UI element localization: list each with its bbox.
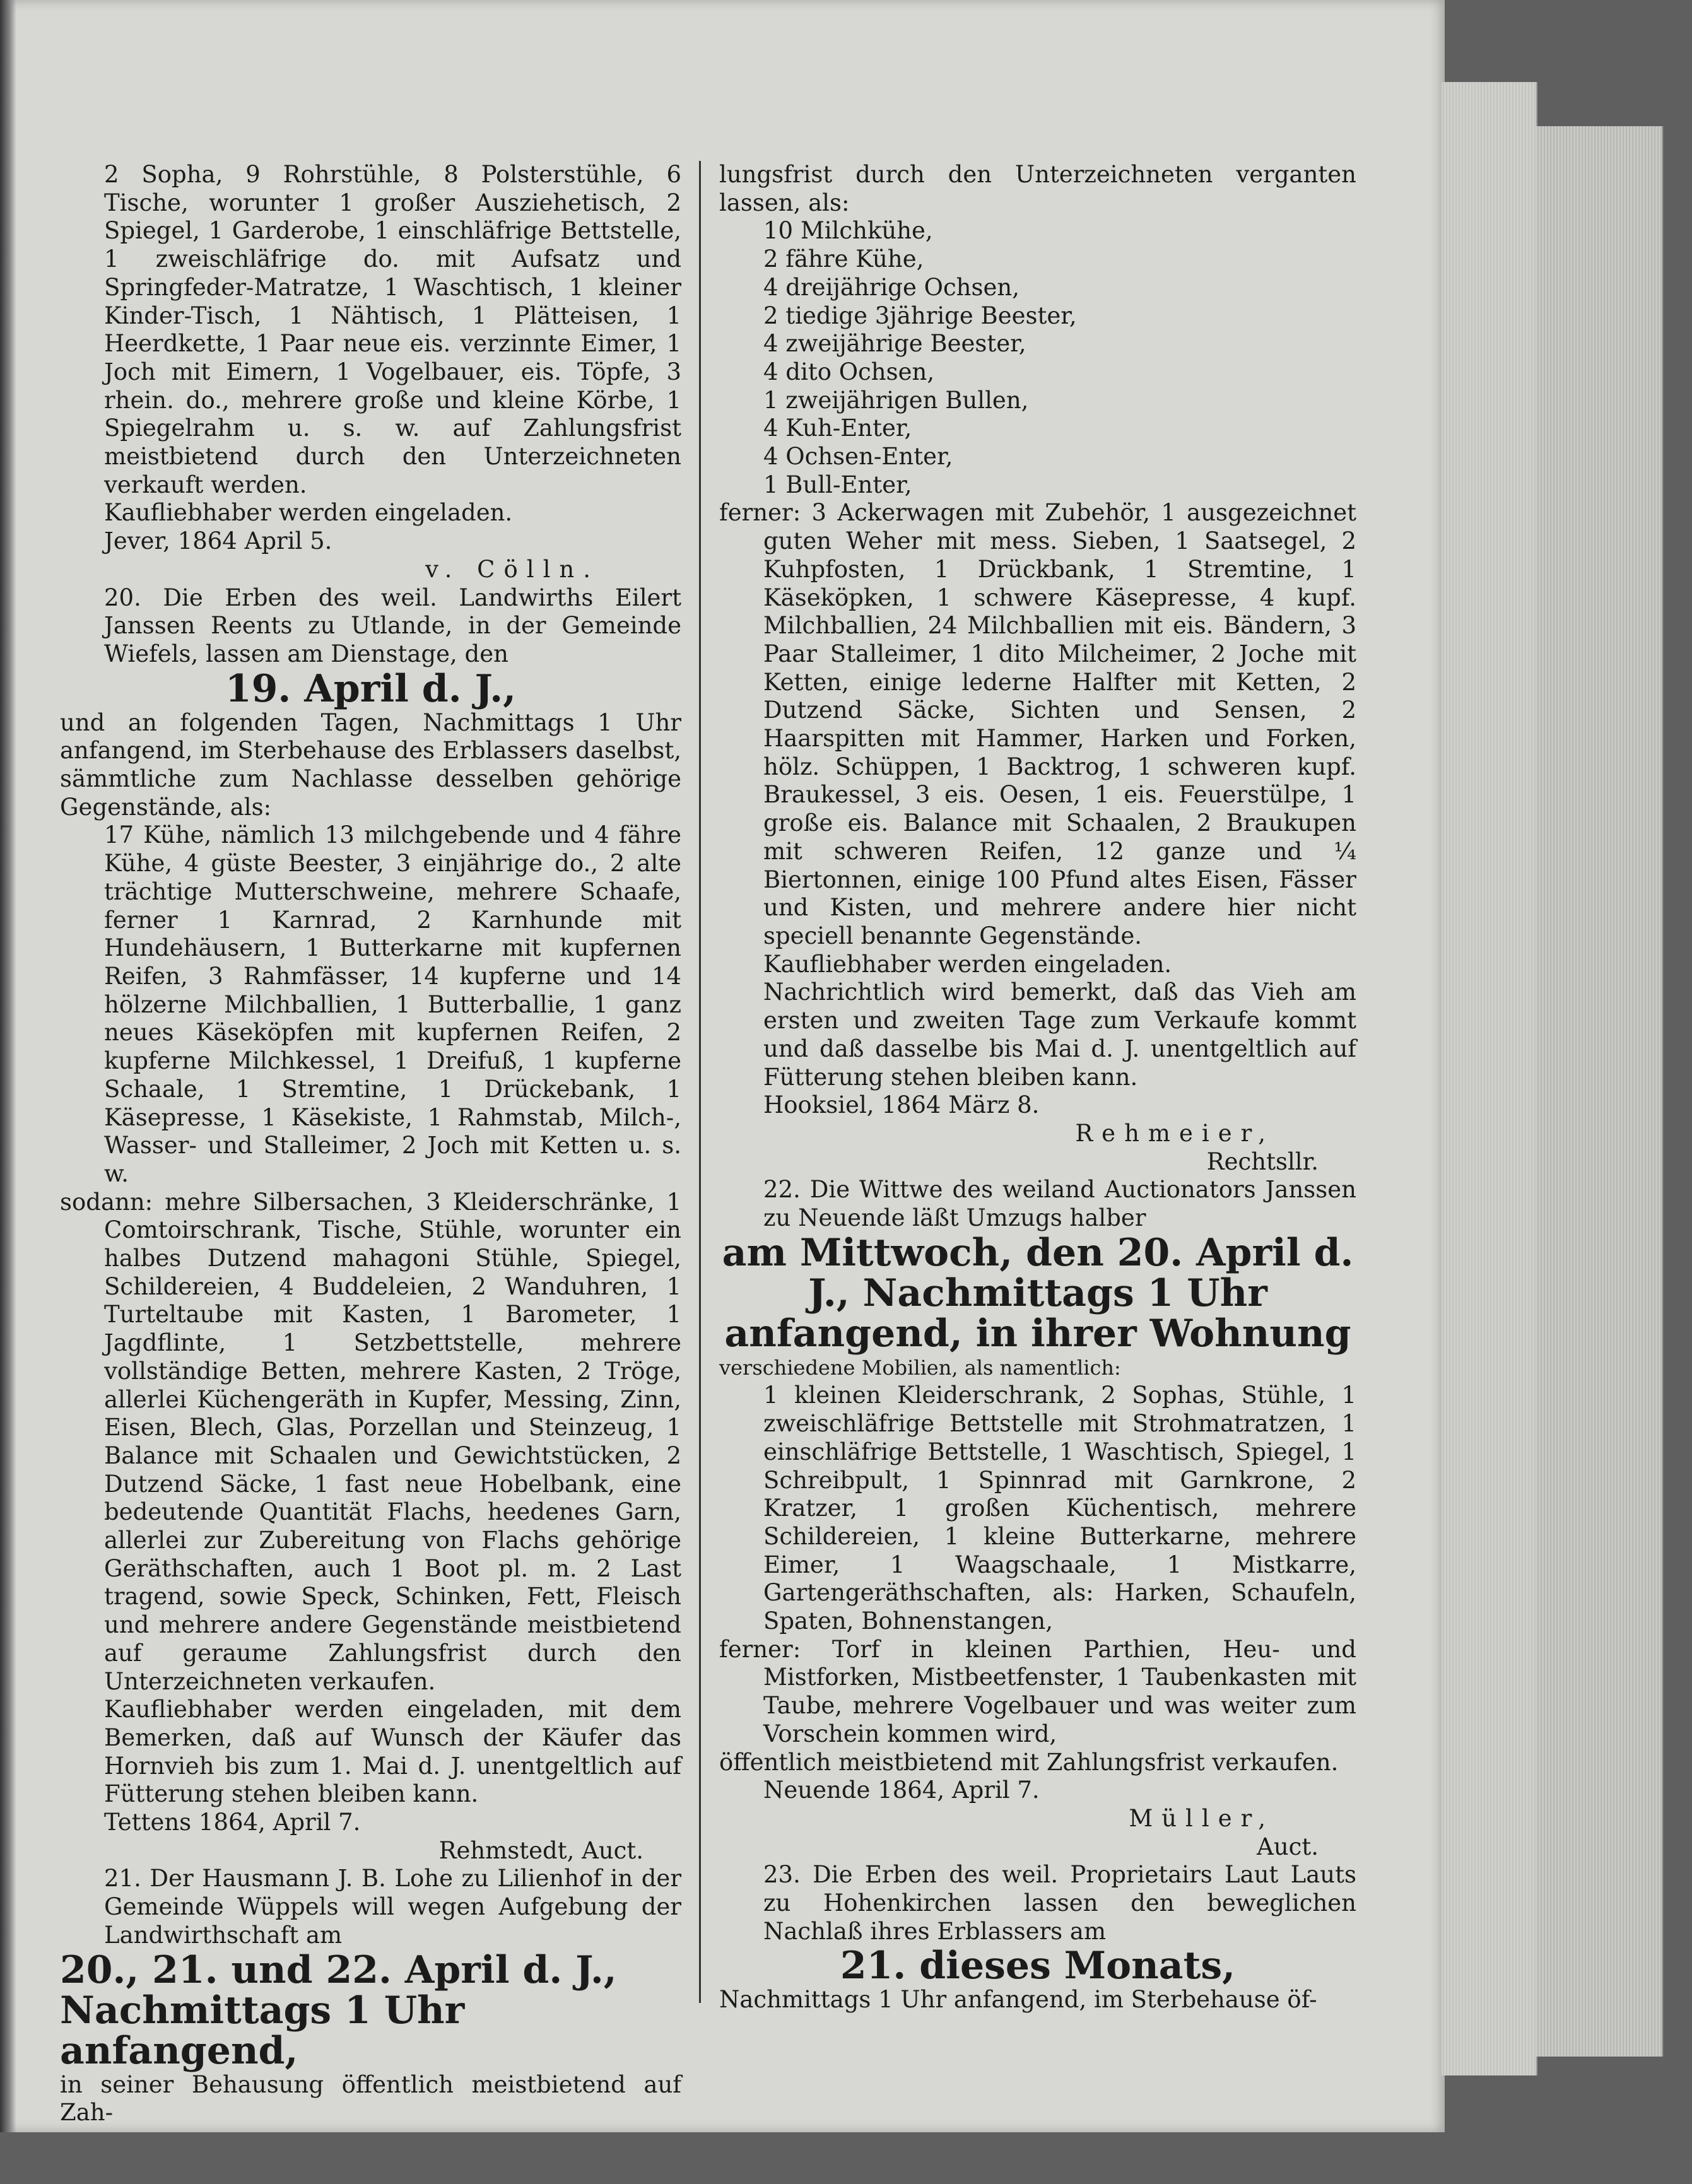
list-item: 1 Bull-Enter, <box>763 471 912 498</box>
invitation-text: Kaufliebhaber werden eingeladen. <box>104 499 513 527</box>
signature: Müller, <box>1129 1804 1274 1832</box>
additional-items: ferner: Torf in kleinen Parthien, Heu- und Mistforken, Mistbeetfenster, 1 Taubenkasten mit Taube, mehrere Vogelbauer und was weiter zum Vorschein kommen wird, <box>719 1635 1356 1747</box>
list-item: 2 fähre Kühe, <box>763 245 924 273</box>
invitation-text: Kaufliebhaber werden eingeladen, mit dem Bemerken, daß auf Wunsch der Käufer das Hornvieh bis zum 1. Mai d. J. unentgeltlich auf Fütterung stehen bleiben kann. <box>104 1696 681 1808</box>
notice-21-intro: 21. Der Hausmann J. B. Lohe zu Lilienhof in der Gemeinde Wüppels will wegen Aufgebung der Landwirthschaft am <box>104 1865 681 1949</box>
list-item: 10 Milchkühe, <box>763 217 933 245</box>
book-edge <box>1536 126 1664 2057</box>
page-stack-edge <box>1442 82 1537 2075</box>
livestock-list: 17 Kühe, nämlich 13 milchgebende und 4 fähre Kühe, 4 güste Beester, 3 einjährige do., 2 alte trächtige Mutterschweine, mehrere Schaafe, ferner 1 Karnrad, 2 Karnhunde mit Hundehäusern, 1 Butterkarne mit kupfernen Reifen, 3 Rahmfässer, 14 kupferne und 14 hölzerne Milchballien, 1 Butterballie, 1 ganz neues Käseköpfen mit kupfernen Reifen, 2 kupferne Milchkessel, 1 Dreifuß, 1 kupferne Schaale, 1 Stremtine, 1 Drückebank, 1 Käsepresse, 1 Käsekiste, 1 Rahmstab, Milch-, Wasser- und Stalleimer, 2 Joch mit Ketten u. s. w. <box>104 821 681 1187</box>
notice-20-body: und an folgenden Tagen, Nachmittags 1 Uhr anfangend, im Sterbehause des Erblassers daselbst, sämmtliche zum Nachlasse desselben gehörige Gegenstände, als: <box>60 708 681 821</box>
auction-date-heading: 21. dieses Monats, <box>840 1944 1236 1988</box>
signature-title: Auct. <box>1257 1833 1319 1860</box>
signature: Rehmstedt, Auct. <box>438 1836 643 1864</box>
auction-time-heading: Nachmittags 1 Uhr anfangend, <box>60 1988 465 2073</box>
list-item: 4 dreijährige Ochsen, <box>763 273 1019 301</box>
left-column <box>60 161 681 2127</box>
list-item: 1 zweijährigen Bullen, <box>763 386 1029 414</box>
notice-21-body: in seiner Behausung öffentlich meistbietend auf Zah- <box>60 2070 681 2127</box>
column-divider <box>699 161 701 2003</box>
invitation-text: Kaufliebhaber werden eingeladen. <box>763 950 1172 978</box>
list-item: 4 dito Ochsen, <box>763 358 935 385</box>
list-item: 2 tiedige 3jährige Beester, <box>763 302 1077 329</box>
notice-22-intro: 22. Die Wittwe des weiland Auctionators Janssen zu Neuende läßt Umzugs halber <box>763 1176 1356 1232</box>
notice-remark: Nachrichtlich wird bemerkt, daß das Vieh am ersten und zweiten Tage zum Verkaufe kommt und daß dasselbe bis Mai d. J. unentgeltlich auf Fütterung stehen bleiben kann. <box>763 978 1356 1091</box>
notice-20-intro: 20. Die Erben des weil. Landwirths Eilert Janssen Reents zu Utlande, in der Gemeinde Wiefels, lassen am Dienstage, den <box>104 584 681 667</box>
auction-date-heading: 20., 21. und 22. April d. J., <box>60 1947 617 1992</box>
auction-date-heading: am Mittwoch, den 20. April d. J., Nachmittags 1 Uhr anfangend, in ihrer Wohnung <box>722 1230 1354 1356</box>
notice-23-intro: 23. Die Erben des weil. Proprietairs Laut Lauts zu Hohenkirchen lassen den beweglichen Nachlaß ihres Erblassers am <box>763 1861 1356 1945</box>
right-column <box>719 161 1356 2014</box>
gutter-shadow <box>0 0 16 2132</box>
auction-date-heading: 19. April d. J., <box>225 666 517 711</box>
list-item: 4 Ochsen-Enter, <box>763 443 953 471</box>
notice-23-body: Nachmittags 1 Uhr anfangend, im Sterbehause öf- <box>719 1986 1317 2014</box>
household-goods-list: sodann: mehre Silbersachen, 3 Kleiderschränke, 1 Comtoirschrank, Tische, Stühle, worunter ein halbes Dutzend mahagoni Stühle, Spiegel, Schildereien, 4 Buddeleien, 2 Wanduhren, 1 Turteltaube mit Kasten, 1 Barometer, 1 Jagdflinte, 1 Setzbettstelle, mehrere vollständige Betten, mehrere Kasten, 2 Tröge, allerlei Küchengeräth in Kupfer, Messing, Zinn, Eisen, Blech, Glas, Porzellan und Steinzeug, 1 Balance mit Schaalen und Gewichtstücken, 2 Dutzend Säcke, 1 fast neue Hobelbank, eine bedeutende Quantität Flachs, heedenes Garn, allerlei zur Zubereitung von Flachs gehörige Geräthschaften, auch 1 Boot pl. m. 2 Last tragend, sowie Speck, Schinken, Fett, Fleisch und mehrere andere Gegenstände meistbietend auf geraume Zahlungsfrist durch den Unterzeichneten verkaufen. <box>60 1188 681 1695</box>
place-date: Jever, 1864 April 5. <box>104 527 332 555</box>
place-date: Hooksiel, 1864 März 8. <box>763 1091 1040 1119</box>
place-date: Neuende 1864, April 7. <box>763 1776 1040 1804</box>
equipment-list: ferner: 3 Ackerwagen mit Zubehör, 1 ausgezeichnet guten Weher mit mess. Sieben, 1 Saatsegel, 2 Kuhpfosten, 1 Drückbank, 1 Stremtine, 1 Käseköpken, 1 schwere Käsepresse, 4 kupf. Milchballien, 24 Milchballien mit eis. Bändern, 3 Paar Stalleimer, 1 dito Milcheimer, 2 Joche mit Ketten, einige lederne Halfter mit Ketten, 2 Dutzend Säcke, Sichten und Sensen, 2 Haarspitten mit Hammer, Harken und Forken, hölz. Schüppen, 1 Backtrog, 1 schweren kupf. Braukessel, 3 eis. Oesen, 1 eis. Feuerstülpe, 1 große eis. Balance mit Schaalen, 2 Braukupen mit schweren Reifen, 12 ganze und ¼ Biertonnen, einige 100 Pfund altes Eisen, Fässer und Kisten, und mehrere andere hier nicht speciell benannte Gegenstände. <box>719 499 1356 949</box>
list-item: 4 zweijährige Beester, <box>763 330 1026 358</box>
furniture-list: 1 kleinen Kleiderschrank, 2 Sophas, Stühle, 1 zweischläfrige Bettstelle mit Strohmatratzen, 1 einschläfrige Bettstelle, 1 Waschtisch, Spiegel, 1 Schreibpult, 1 Spinnrad mit Garnkrone, 2 Kratzer, 1 großen Küchentisch, mehrere Schildereien, 1 kleine Butterkarne, mehrere Eimer, 1 Waagschaale, 1 Mistkarre, Gartengeräthschaften, als: Harken, Schaufeln, Spaten, Bohnenstangen, <box>763 1382 1356 1635</box>
lot-list-paragraph: 2 Sopha, 9 Rohrstühle, 8 Polsterstühle, 6 Tische, worunter 1 großer Ausziehetisch, 2 Spiegel, 1 Garderobe, 1 einschläfrige Bettstelle, 1 zweischläfrige do. mit Aufsatz und Springfeder-Matratze, 1 Waschtisch, 1 kleiner Kinder-Tisch, 1 Nähtisch, 1 Plätteisen, 1 Heerdkette, 1 Paar neue eis. verzinnte Eimer, 1 Joch mit Eimern, 1 Vogelbauer, eis. Töpfe, 3 rhein. do., mehrere große und kleine Körbe, 1 Spiegelrahm u. s. w. auf Zahlungsfrist meistbietend durch den Unterzeichneten verkauft werden. <box>104 161 681 498</box>
signature: Rehmeier, <box>1075 1119 1274 1147</box>
signature-title: Rechtsllr. <box>1206 1148 1319 1175</box>
notice-22-subtitle: verschiedene Mobilien, als namentlich: <box>719 1355 1121 1380</box>
list-item: 4 Kuh-Enter, <box>763 414 912 442</box>
sale-terms: öffentlich meistbietend mit Zahlungsfrist verkaufen. <box>719 1748 1339 1776</box>
signature: v. Cölln. <box>425 555 599 583</box>
notice-21-continued: lungsfrist durch den Unterzeichneten verganten lassen, als: <box>719 161 1356 216</box>
place-date: Tettens 1864, April 7. <box>104 1809 361 1836</box>
